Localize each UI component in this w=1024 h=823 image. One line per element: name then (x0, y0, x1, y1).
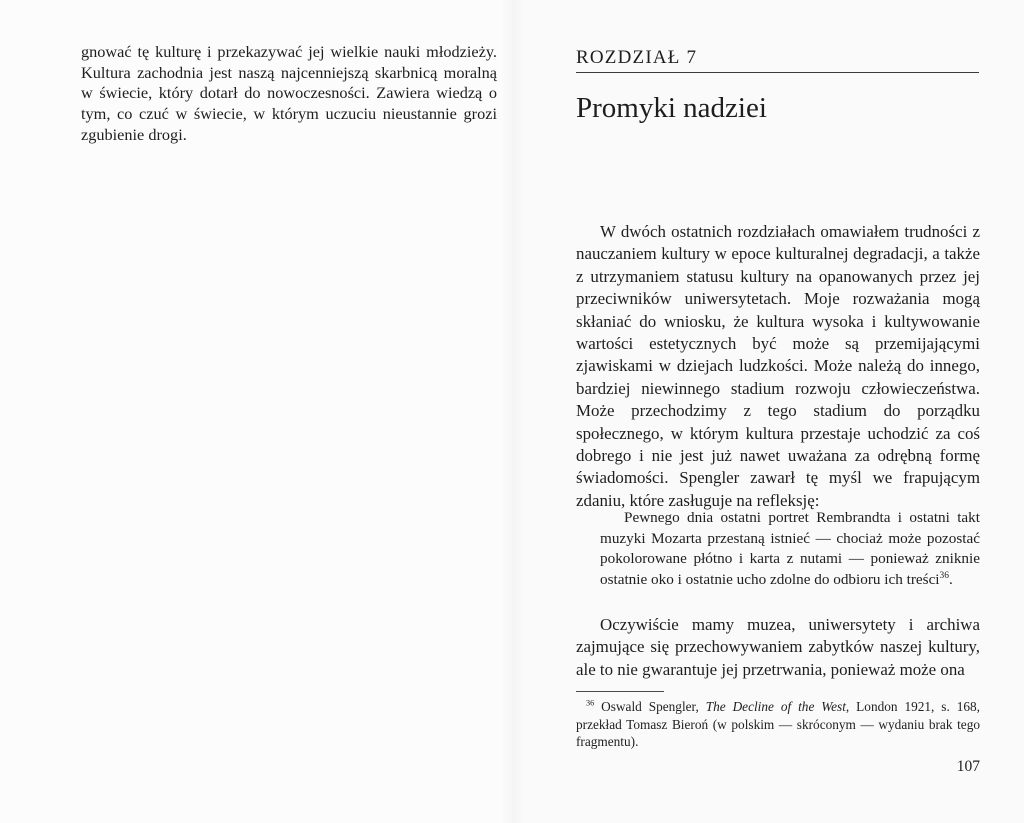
block-quote (600, 508, 980, 590)
footnote-marker: 36 (586, 698, 595, 708)
page-number: 107 (956, 758, 980, 775)
quote-footnote-marker[interactable]: 36 (939, 570, 949, 581)
footnote-rule (576, 691, 664, 692)
footnote-book-title: The Decline of the West (705, 699, 846, 714)
book-gutter (500, 0, 524, 823)
chapter-rule (576, 72, 979, 73)
chapter-title: Promyki nadziei (576, 92, 767, 124)
quote-end-punctuation: . (948, 570, 953, 588)
footnote (576, 698, 980, 751)
quote-text: Pewnego dnia ostatni portret Rembrandta i ostatni takt muzyki Mozarta przestaną istnieć — chociaż może pozostać pokolorowane płótno i karta z nutami — ponieważ zniknie ostatnie oko i ostatnie ucho zdolne do odbioru ich treści (600, 509, 980, 588)
footnote-details: , London 1921, s. 168, przekład Tomasz Bieroń (w polskim — skróconym — wydaniu brak tego fragmentu). (576, 699, 980, 750)
body-paragraph-2: Oczywiście mamy muzea, uniwersytety i archiwa zajmujące się przechowywaniem zabytków naszej kultury, ale to nie gwarantuje jej przetrwania, ponieważ może ona (576, 615, 980, 679)
left-page-paragraph: gnować tę kulturę i przekazywać jej wielkie nauki młodzieży. Kultura zachodnia jest naszą najcenniejszą skarbnicą moralną w świecie, który dotarł do nowoczesności. Zawiera wiedzą o tym, co czuć w świecie, w którym uczuciu nieustannie grozi zgubienie drogi. (81, 42, 497, 144)
chapter-label: ROZDZIAŁ 7 (576, 47, 698, 68)
footnote-author: Oswald Spengler, (594, 699, 706, 714)
body-paragraph-1: W dwóch ostatnich rozdziałach omawiałem trudności z nauczaniem kultury w epoce kulturalnej degradacji, a także z utrzymaniem statusu kultury na opanowanych przez jej przeciwników uniwersytetach. Moje rozważania mogą skłaniać do wniosku, że kultura wysoka i kultywowanie wartości estetycznych być może są przemijającymi zjawiskami w dziejach ludzkości. Może należą do innego, bardziej niewinnego stadium rozwoju człowieczeństwa. Może przechodzimy z tego stadium do porządku społecznego, w którym kultura przestaje uchodzić za coś dobrego i nie jest już nawet uważana za odrębną formę świadomości. Spengler zawarł tę myśl we frapującym zdaniu, które zasługuje na refleksję: (576, 222, 980, 510)
